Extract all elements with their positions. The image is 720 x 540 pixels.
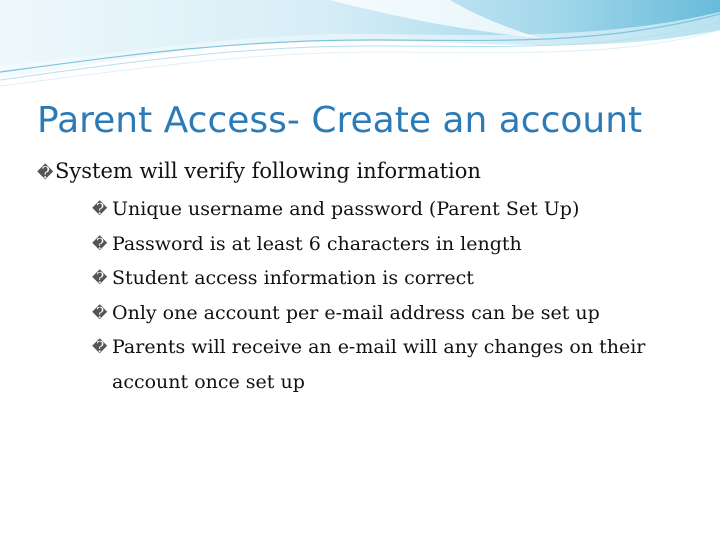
list-item [92,261,687,296]
list-item-text: Parents will receive an e-mail will any changes on their account once set up [112,336,646,393]
bullet-icon: � [92,200,108,218]
list-item-text: Student access information is correct [112,267,474,289]
bullet-icon: � [37,163,54,182]
bullet-content [37,154,687,399]
list-item [92,192,687,227]
bullet-icon: � [92,338,108,356]
list-item [92,330,687,399]
list-item-text: Unique username and password (Parent Set Up) [112,198,580,220]
list-item-text: Only one account per e-mail address can be set up [112,301,600,324]
list-item-text: Password is at least 6 characters in length [112,232,522,255]
sub-bullet-list [92,192,687,399]
decorative-wave-header [0,0,720,90]
bullet-icon: � [92,303,108,322]
slide-title: Parent Access- Create an account [37,100,643,141]
main-bullet-text: System will verify following information [55,159,481,183]
bullet-icon: � [92,269,108,287]
bullet-icon: � [92,234,108,253]
list-item [92,227,687,262]
list-item [92,296,687,331]
main-bullet [37,154,687,190]
